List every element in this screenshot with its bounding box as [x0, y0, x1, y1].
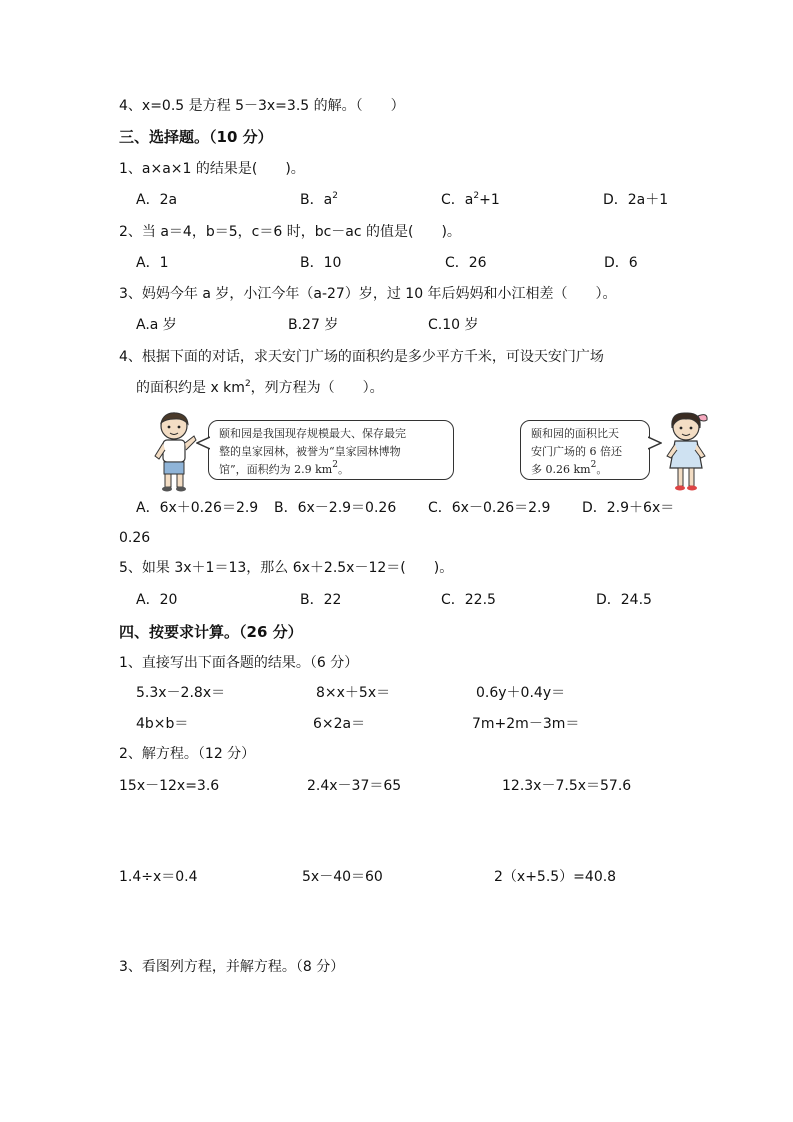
q4-option-c: C．6x－0.26＝2.9 [428, 500, 551, 516]
equation-1: 15x－12x=3.6 [119, 778, 220, 794]
q4-option-d-wrap: 0.26 [119, 530, 151, 546]
section-3-title: 三、选择题。（10 分） [119, 128, 273, 146]
oral-calc-5: 6×2a＝ [313, 716, 366, 732]
q1-option-b: B．$a^2$ [300, 191, 338, 208]
q3-option-b: B.27 岁 [288, 317, 339, 333]
judge-question-4: 4、x=0.5 是方程 5－3x=3.5 的解。（ ） [119, 98, 405, 114]
q5-option-d: D．24.5 [596, 592, 652, 608]
q1-option-c: C．$a^2+1$ [441, 191, 500, 208]
q5-option-a: A．20 [136, 592, 178, 608]
part2-title: 2、解方程。（12 分） [119, 746, 256, 762]
q3-option-a: A.a 岁 [136, 317, 177, 333]
q2-option-c: C．26 [445, 255, 487, 271]
oral-calc-2: 8×x＋5x＝ [316, 685, 391, 701]
q3-option-c: C.10 岁 [428, 317, 479, 333]
choice-q2: 2、当 a＝4，b＝5，c＝6 时，bc－ac 的值是( )。 [119, 224, 461, 240]
oral-calc-6: 7m+2m－3m＝ [472, 716, 580, 732]
equation-5: 5x－40＝60 [302, 869, 383, 885]
section-4-title: 四、按要求计算。（26 分） [119, 623, 303, 641]
choice-q3: 3、妈妈今年 a 岁，小江今年（a-27）岁，过 10 年后妈妈和小江相差（ ）。 [119, 286, 617, 302]
bubble-left-tail [196, 436, 210, 450]
q2-option-d: D．6 [604, 255, 638, 271]
q5-option-c: C．22.5 [441, 592, 496, 608]
girl-illustration [660, 410, 712, 492]
q1-option-d: D．2a＋1 [603, 192, 669, 208]
boy-illustration [150, 410, 200, 492]
part1-title: 1、直接写出下面各题的结果。（6 分） [119, 655, 359, 671]
oral-calc-1: 5.3x－2.8x＝ [136, 685, 226, 701]
q4-option-a: A．6x＋0.26＝2.9 [136, 500, 259, 516]
choice-q4-line2: 的面积约是 x $km^2$，列方程为（ ）。 [136, 379, 384, 396]
equation-4: 1.4÷x＝0.4 [119, 869, 198, 885]
equation-2: 2.4x－37＝65 [307, 778, 402, 794]
q1-option-a: A．2a [136, 192, 178, 208]
q4-option-b: B．6x－2.9＝0.26 [274, 500, 397, 516]
q4-option-d: D．2.9＋6x＝ [582, 500, 675, 516]
part3-title: 3、看图列方程，并解方程。（8 分） [119, 959, 345, 975]
speech-bubble-right: 颐和园的面积比天 安门广场的 6 倍还 多 0.26 $km^2$。 [520, 420, 650, 480]
choice-q1: 1、a×a×1 的结果是( )。 [119, 161, 305, 177]
choice-q4-line1: 4、根据下面的对话，求天安门广场的面积约是多少平方千米，可设天安门广场 [119, 349, 604, 365]
oral-calc-4: 4b×b＝ [136, 716, 189, 732]
equation-6: 2（x+5.5）=40.8 [494, 869, 617, 885]
q2-option-a: A．1 [136, 255, 169, 271]
equation-3: 12.3x－7.5x＝57.6 [502, 778, 632, 794]
speech-bubble-left: 颐和园是我国现存规模最大、保存最完 整的皇家园林，被誉为“皇家园林博物 馆”，面积约为 2.9 $km^2$。 [208, 420, 454, 480]
oral-calc-3: 0.6y＋0.4y＝ [476, 685, 566, 701]
choice-q5: 5、如果 3x＋1＝13，那么 6x＋2.5x－12＝( )。 [119, 560, 454, 576]
q5-option-b: B．22 [300, 592, 342, 608]
q2-option-b: B．10 [300, 255, 342, 271]
